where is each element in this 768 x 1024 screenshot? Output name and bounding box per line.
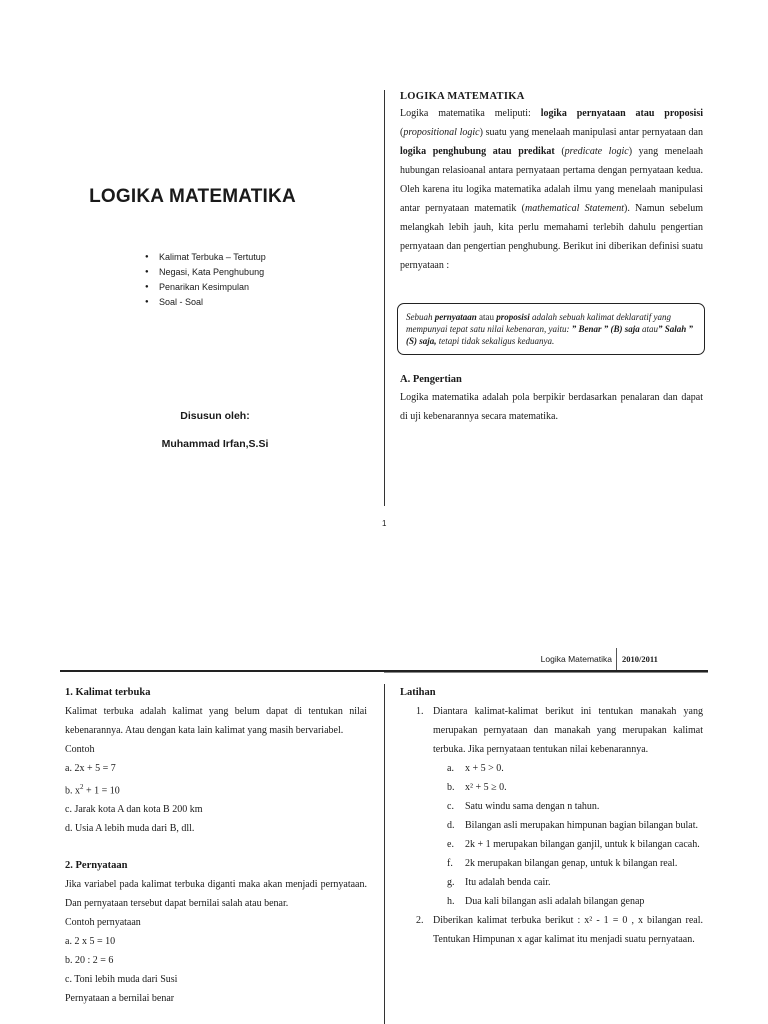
section-paragraph: Jika variabel pada kalimat terbuka diganti maka akan menjadi pernyataan. Dan pernyataan tersebut dapat bernilai salah atau benar. <box>65 879 367 910</box>
exercise-title: Latihan <box>400 687 436 698</box>
example-label: Contoh pernyataan <box>65 917 141 929</box>
topic-list <box>145 250 266 310</box>
exercise-column <box>400 684 703 949</box>
header-year: 2010/2011 <box>622 654 658 664</box>
header-subrule <box>384 672 708 673</box>
example-item: a. 2 x 5 = 10 <box>65 936 116 948</box>
column-divider <box>384 684 385 1024</box>
cover-title: LOGIKA MATEMATIKA <box>89 186 296 207</box>
sub-question: d. Bilangan asli merupakan himpunan bagian bilangan bulat. <box>447 820 698 831</box>
sub-question: c. Satu windu sama dengan n tahun. <box>447 801 600 812</box>
example-item: Pernyataan a bernilai benar <box>65 993 175 1005</box>
sub-question: b. x² + 5 ≥ 0. <box>447 782 507 793</box>
pengertian-text: Logika matematika adalah pola berpikir berdasarkan penalaran dan dapat di uji kebenarannya secara matematika. <box>400 392 703 422</box>
intro-paragraph: Logika matematika meliputi: logika pernyataan atau proposisi (propositional logic) suatu yang menelaah manipulasi antar pernyataan dan logika penghubung atau predikat (predicate logic) yang menelaah hubungan relasioanal antara pernyataan pertama dengan pernyataan kedua. Oleh karena itu logika matematika adalah ilmu yang menelaah manipulasi antar pernyataan matematik (mathematical Statement). Namun sebelum melangkah lebih jauh, kita perlu memahami terlebih dahulu pengertian pernyataan dan pengertian penghubung. Berikut ini diberikan definisi suatu pernyataan : <box>400 108 704 271</box>
column-divider <box>384 90 385 506</box>
pengertian-section <box>400 372 703 426</box>
example-label: Contoh <box>65 744 95 755</box>
section-heading: 1. Kalimat terbuka <box>65 687 151 698</box>
section-paragraph: Kalimat terbuka adalah kalimat yang belum dapat di tentukan nilai kebenarannya. Atau dengan kata lain kalimat yang masih bervariabel. <box>65 706 367 736</box>
author-name: Muhammad Irfan,S.Si <box>161 438 269 450</box>
section-title: LOGIKA MATEMATIKA <box>400 91 525 102</box>
sub-question: e. 2k + 1 merupakan bilangan ganjil, untuk k bilangan cacah. <box>447 839 700 850</box>
example-item: b. 20 : 2 = 6 <box>65 955 114 967</box>
topic-item: ● Penarikan Kesimpulan <box>145 280 266 295</box>
left-column <box>65 684 367 1008</box>
page-number: 1 <box>382 519 387 528</box>
example-item: c. Toni lebih muda dari Susi <box>65 974 178 986</box>
intro-column <box>400 90 703 275</box>
example-item: c. Jarak kota A dan kota B 200 km <box>65 804 203 816</box>
section-heading: 2. Pernyataan <box>65 860 128 872</box>
header-title: Logika Matematika <box>540 654 612 664</box>
exercise-item: 1. Diantara kalimat-kalimat berikut ini tentukan manakah yang merupakan pernyataan dan manakah yang merupakan kalimat terbuka. Jika pernyataan tentukan nilai kebenarannya. a. x + 5 > 0. b. x² + 5 ≥ 0. c. Satu windu sama dengan n tahun. d. Bilangan asli merupakan himpunan bagian bilangan bulat. e. 2k + 1 merupakan bilangan ganjil, untuk k bilangan cacah. f. 2k merupakan bilangan genap, untuk k bilangan real. g. Itu adalah benda cair. h. Dua kali bilangan asli adalah bilangan genap <box>400 702 703 911</box>
sub-question-list <box>433 759 703 911</box>
topic-item: ● Negasi, Kata Penghubung <box>145 265 266 280</box>
sub-question: a. x + 5 > 0. <box>447 763 504 774</box>
header-separator <box>616 648 617 670</box>
topic-item: ● Kalimat Terbuka – Tertutup <box>145 250 266 265</box>
sub-question: f. 2k merupakan bilangan genap, untuk k bilangan real. <box>447 858 678 869</box>
example-item: b. $x^2 + 1 = 10$ <box>65 783 120 797</box>
exercise-list <box>400 702 703 949</box>
example-item: d. Usia A lebih muda dari B, dll. <box>65 823 195 835</box>
exercise-item: 2. Diberikan kalimat terbuka berikut : x² - 1 = 0 , x bilangan real. Tentukan Himpunan x agar kalimat itu menjadi suatu pernyataan. <box>416 915 703 945</box>
sub-question: h. Dua kali bilangan asli adalah bilangan genap <box>447 896 645 907</box>
topic-item: ● Soal - Soal <box>145 295 266 310</box>
example-item: a. 2x + 5 = 7 <box>65 763 116 774</box>
pengertian-title: A. Pengertian <box>400 374 462 385</box>
definition-box: Sebuah pernyataan atau proposisi adalah sebuah kalimat deklaratif yang mempunyai tepat satu nilai kebenaran, yaitu: ” Benar ” (B) saja atau” Salah ” (S) saja, tetapi tidak sekaligus keduanya. <box>397 303 705 355</box>
author-label: Disusun oleh: <box>180 410 250 422</box>
sub-question: g. Itu adalah benda cair. <box>447 877 551 888</box>
